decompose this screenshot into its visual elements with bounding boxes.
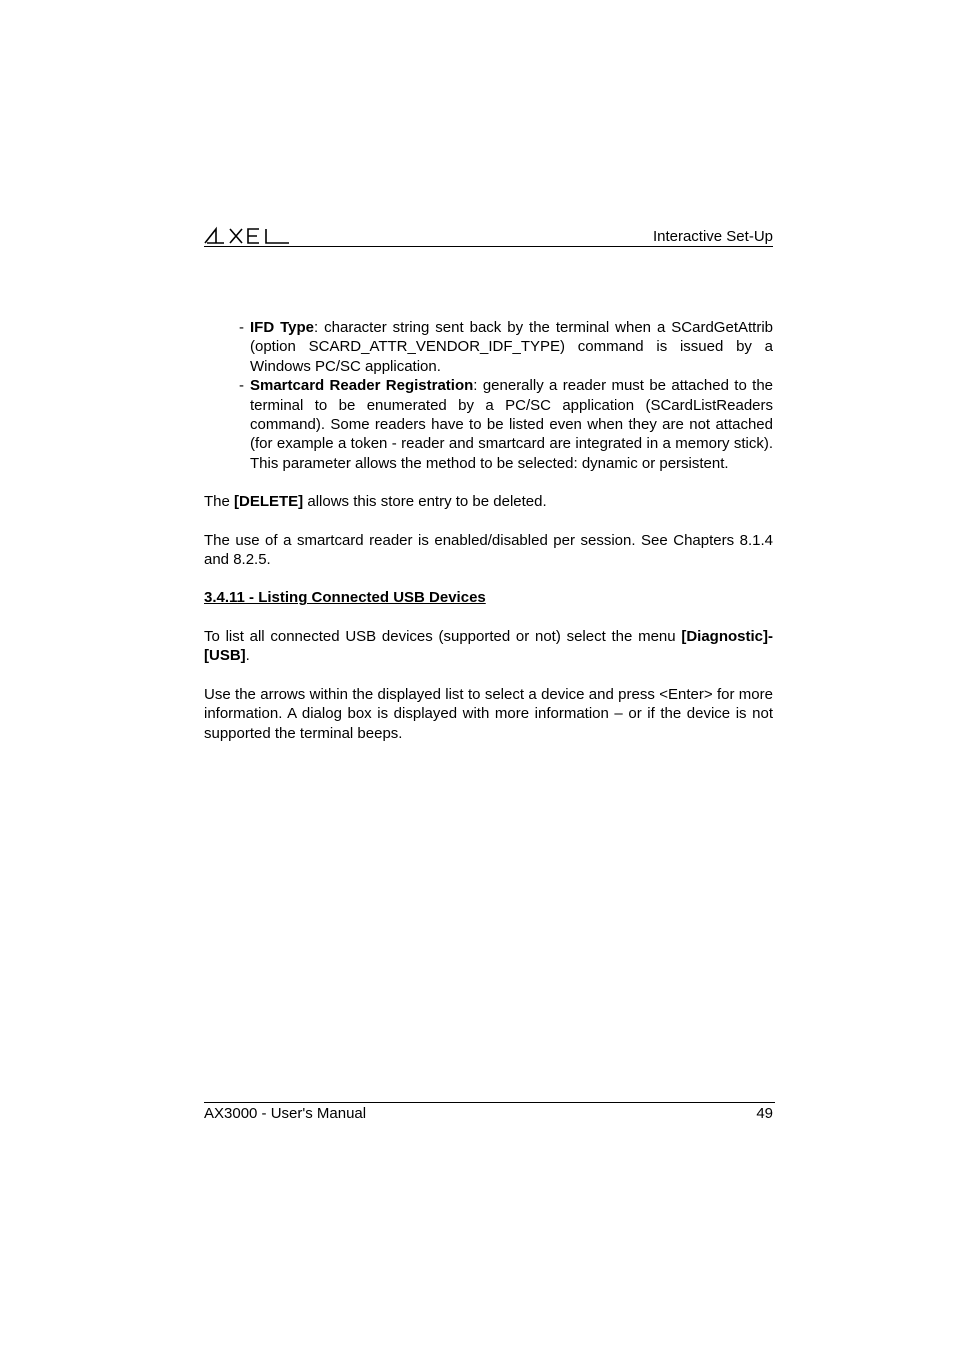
term-ifd-type: IFD Type: [250, 319, 315, 336]
arrows-paragraph: Use the arrows within the displayed list to select a device and press <Enter> for more information. A dialog box is displayed with more information – or if the device is not supported the terminal beeps.: [204, 685, 773, 742]
section-heading: 3.4.11 - Listing Connected USB Devices: [204, 589, 486, 607]
usb-paragraph: To list all connected USB devices (supported or not) select the menu [Diagnostic]-[USB].: [204, 627, 773, 665]
list-dash: -: [239, 319, 244, 336]
list-item: [204, 376, 773, 473]
menu-path: [Diagnostic]-[USB]: [204, 627, 773, 665]
manual-title: AX3000 - User's Manual: [204, 1105, 367, 1122]
header-title: Interactive Set-Up: [652, 228, 773, 245]
list-item: [204, 318, 773, 376]
page-number: 49: [756, 1105, 773, 1122]
term-description: : generally a reader must be attached to the terminal to be enumerated by a PC/SC application (SCardListReaders command). Some readers have to be listed even when they are not attached (for example a token - reader and smartcard are integrated in a memory stick). This parameter allows the method to be selected: dynamic or persistent.: [250, 377, 774, 472]
page-content: [204, 318, 773, 743]
list-dash: -: [239, 377, 244, 395]
term-description: : character string sent back by the terminal when a SCardGetAttrib (option SCARD_ATTR_VENDOR_IDF_TYPE) command is issued by a Windows PC/SC application.: [250, 319, 773, 375]
session-paragraph: The use of a smartcard reader is enabled/disabled per session. See Chapters 8.1.4 and 8.2.5.: [204, 531, 773, 569]
page-header: [204, 226, 773, 247]
delete-key-label: [DELETE]: [234, 493, 304, 511]
axel-logo: [204, 226, 290, 245]
delete-paragraph: The [DELETE] allows this store entry to be deleted.: [204, 493, 547, 511]
term-smartcard-reader-registration: Smartcard Reader Registration: [250, 377, 474, 395]
page-footer: [204, 1102, 775, 1125]
parameter-list: [204, 318, 773, 473]
